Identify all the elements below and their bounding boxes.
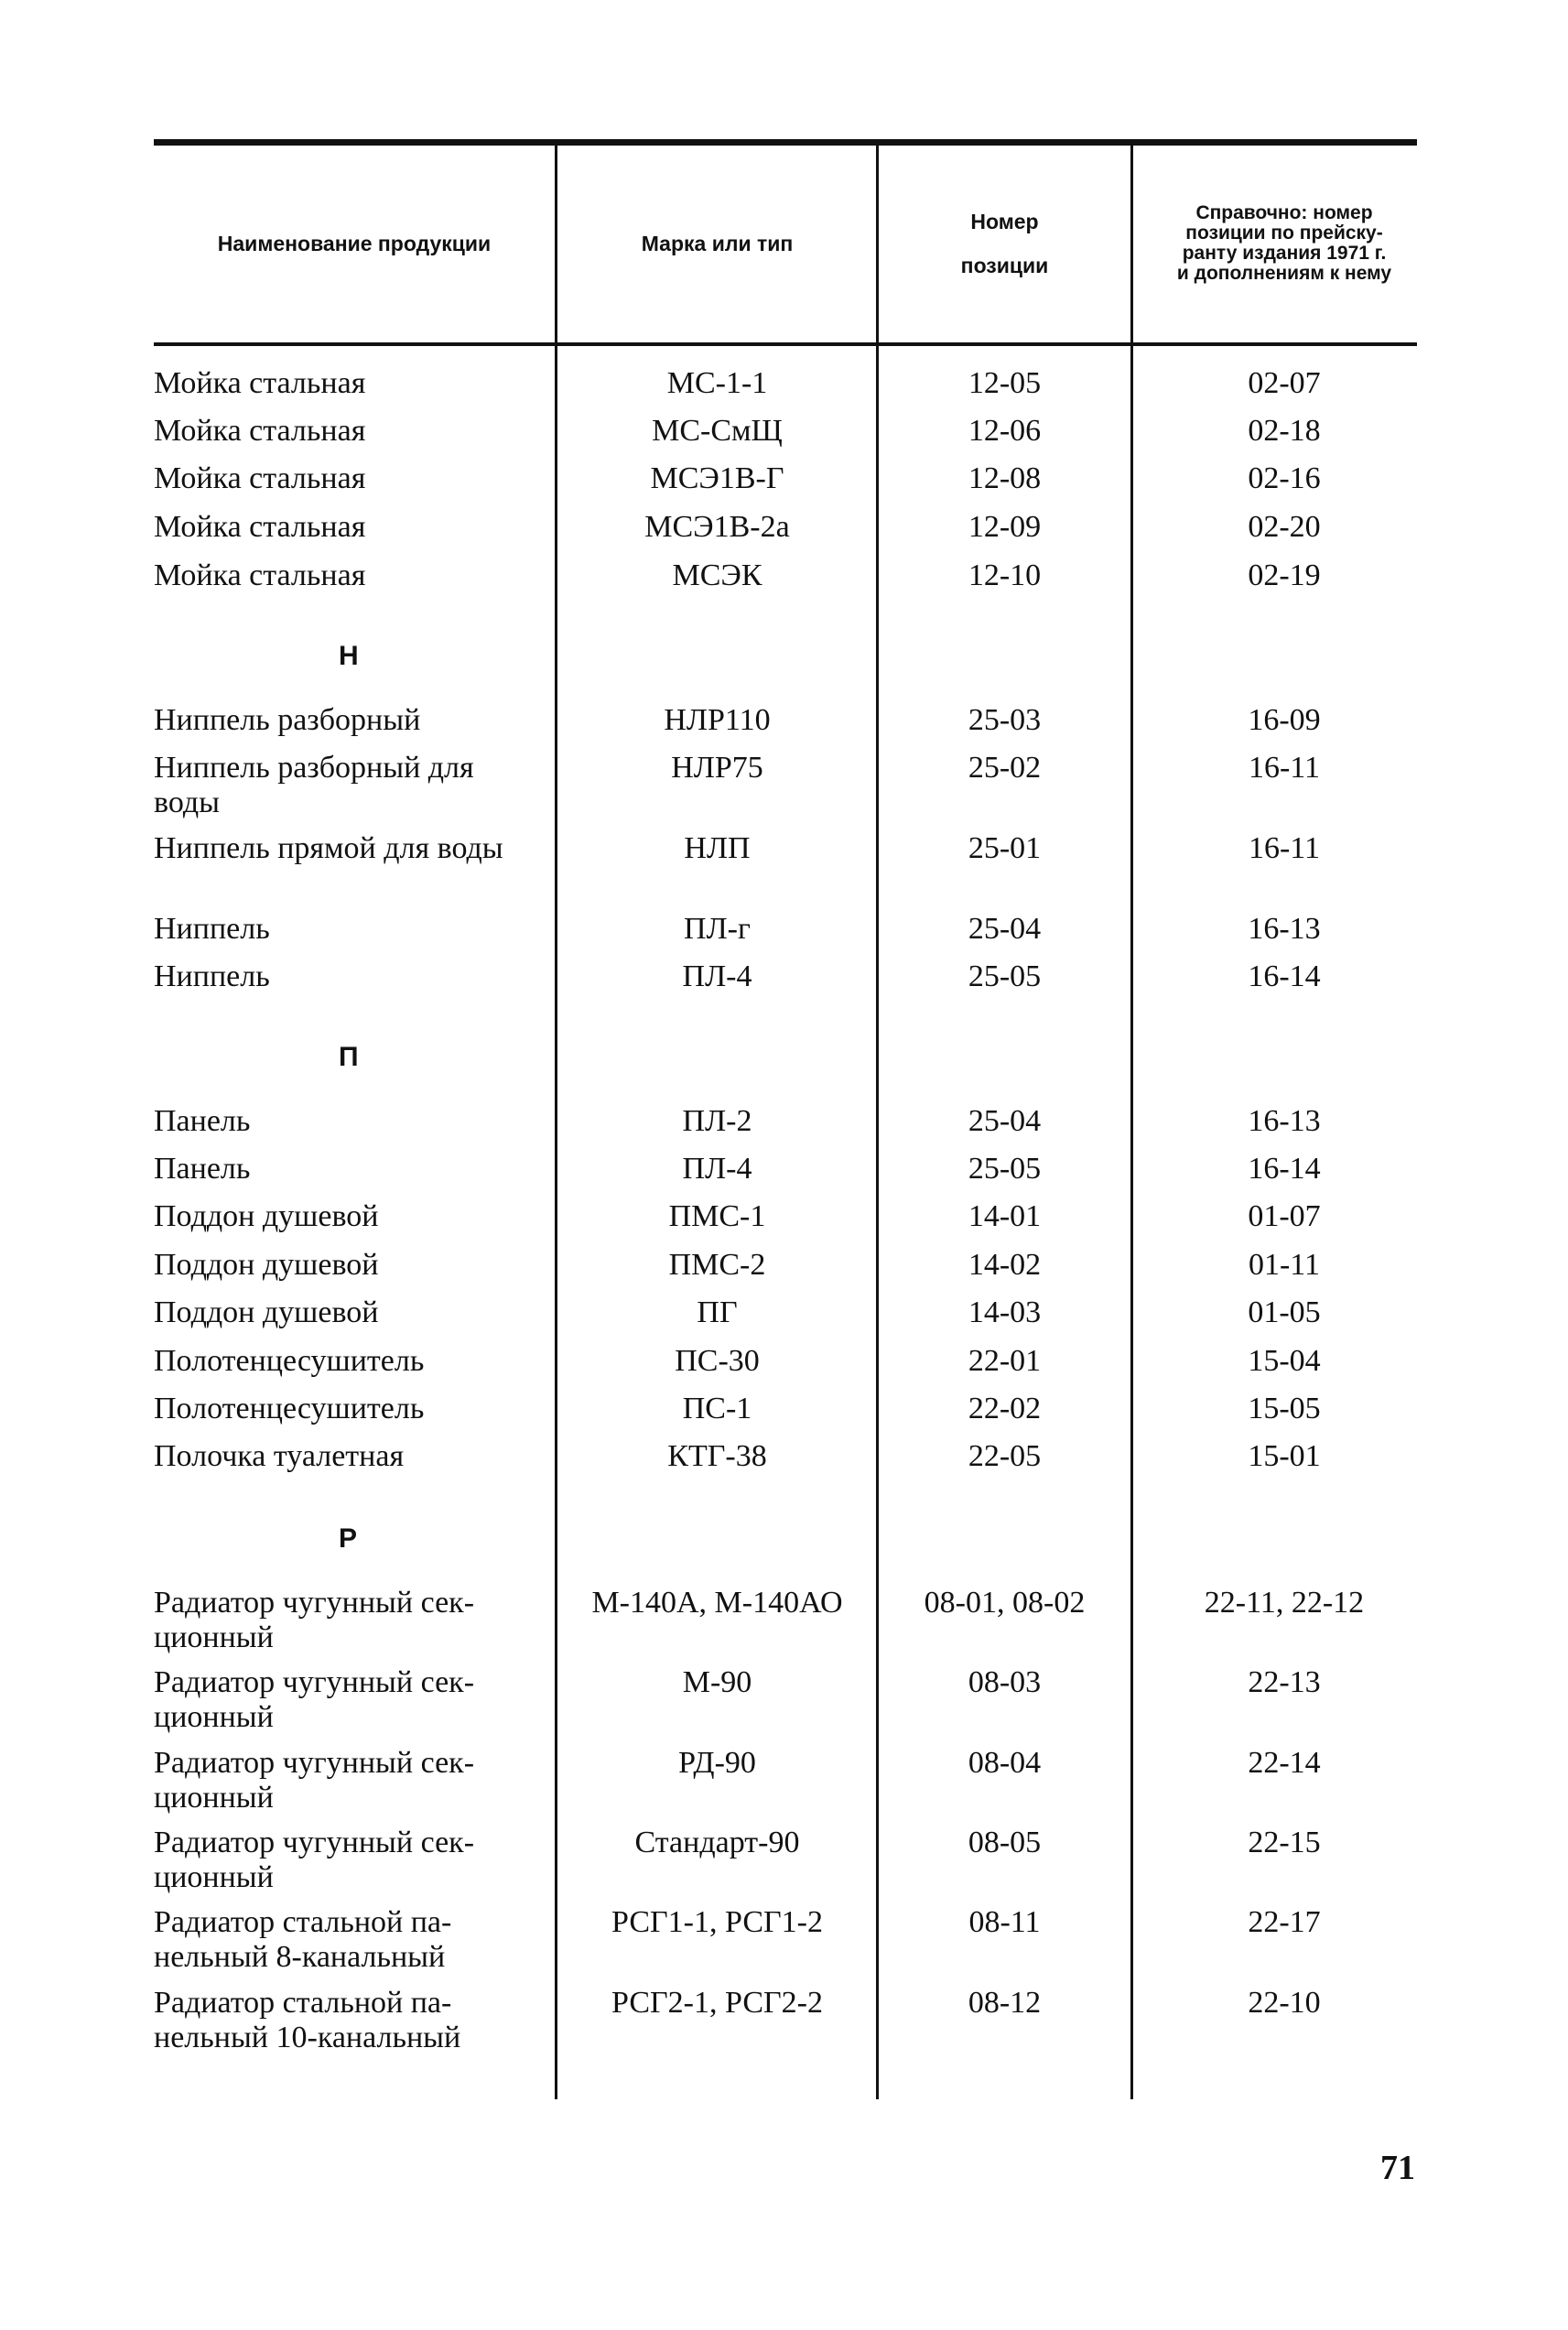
product-name-cell: Радиатор чугунный сек- ционный [154,1586,475,1654]
product-name-cell: Полотенцесушитель [154,1344,425,1378]
table-top-rule [154,139,1417,146]
product-name-cell: Мойка стальная [154,510,366,544]
mark-cell: ПЛ-4 [682,1152,752,1186]
reference-cell: 16-14 [1248,959,1321,993]
product-name-cell: Поддон душевой [154,1295,379,1329]
reference-cell: 22-14 [1248,1746,1321,1780]
mark-cell: НЛР75 [671,751,763,785]
header-position-number: Номер позиции [960,209,1049,277]
mark-cell: МСЭ1В-2а [644,510,790,544]
position-cell: 12-05 [968,366,1042,400]
position-cell: 12-08 [968,461,1042,495]
header-reference-number: Справочно: номер позиции по прейску- ранту издания 1971 г. и дополнениям к нему [1176,201,1392,285]
column-divider-1 [555,143,557,2099]
reference-cell: 16-13 [1248,1104,1321,1138]
mark-cell: РД-90 [678,1746,756,1780]
mark-cell: ПС-30 [675,1344,760,1378]
position-cell: 08-11 [968,1905,1041,1939]
reference-cell: 22-13 [1248,1665,1321,1699]
position-cell: 25-05 [968,959,1042,993]
product-name-cell: Полочка туалетная [154,1439,405,1473]
position-cell: 25-05 [968,1152,1042,1186]
section-letter: Н [339,641,359,671]
reference-cell: 22-17 [1248,1905,1321,1939]
mark-cell: МСЭК [672,558,762,592]
reference-cell: 16-09 [1248,703,1321,737]
reference-cell: 16-11 [1248,831,1321,865]
position-cell: 08-05 [968,1826,1042,1859]
mark-cell: ПМС-2 [668,1248,766,1282]
section-letter: Р [339,1523,358,1554]
reference-cell: 15-01 [1248,1439,1321,1473]
product-name-cell: Ниппель прямой для воды [154,831,503,865]
product-name-cell: Мойка стальная [154,414,366,448]
product-name-cell: Мойка стальная [154,366,366,400]
position-cell: 25-03 [968,703,1042,737]
reference-cell: 16-11 [1248,751,1321,785]
product-name-cell: Поддон душевой [154,1199,379,1233]
mark-cell: МСЭ1В-Г [650,461,784,495]
product-name-cell: Радиатор чугунный сек- ционный [154,1746,475,1815]
reference-cell: 22-10 [1248,1986,1321,2020]
product-name-cell: Панель [154,1152,251,1186]
mark-cell: ПС-1 [682,1392,752,1425]
position-cell: 22-02 [968,1392,1042,1425]
reference-cell: 22-11, 22-12 [1204,1586,1365,1620]
reference-cell: 22-15 [1248,1826,1321,1859]
product-name-cell: Радиатор чугунный сек- ционный [154,1665,475,1734]
reference-cell: 16-14 [1248,1152,1321,1186]
position-cell: 08-04 [968,1746,1042,1780]
reference-cell: 02-18 [1248,414,1321,448]
product-name-cell: Мойка стальная [154,558,366,592]
reference-cell: 01-11 [1248,1248,1321,1282]
product-name-cell: Радиатор стальной па- нельный 10-канальный [154,1986,461,2054]
reference-cell: 16-13 [1248,912,1321,946]
position-cell: 12-06 [968,414,1042,448]
mark-cell: НЛП [684,831,751,865]
mark-cell: ПЛ-2 [682,1104,752,1138]
mark-cell: ПЛ-г [684,912,751,946]
position-cell: 25-04 [968,912,1042,946]
reference-cell: 02-16 [1248,461,1321,495]
mark-cell: ПЛ-4 [682,959,752,993]
product-name-cell: Мойка стальная [154,461,366,495]
reference-cell: 02-07 [1248,366,1321,400]
mark-cell: РСГ1-1, РСГ1-2 [611,1905,823,1939]
reference-cell: 02-19 [1248,558,1321,592]
product-name-cell: Поддон душевой [154,1248,379,1282]
product-name-cell: Ниппель разборный для воды [154,751,474,819]
position-cell: 22-01 [968,1344,1042,1378]
product-name-cell: Ниппель разборный [154,703,421,737]
mark-cell: Стандарт-90 [634,1826,800,1859]
mark-cell: МС-СмЩ [652,414,783,448]
position-cell: 25-02 [968,751,1042,785]
position-cell: 08-01, 08-02 [924,1586,1086,1620]
position-cell: 22-05 [968,1439,1042,1473]
product-name-cell: Панель [154,1104,251,1138]
mark-cell: РСГ2-1, РСГ2-2 [611,1986,823,2020]
position-cell: 25-04 [968,1104,1042,1138]
mark-cell: М-140А, М-140АО [591,1586,843,1620]
position-cell: 14-01 [968,1199,1042,1233]
position-cell: 14-02 [968,1248,1042,1282]
page-number: 71 [1380,2149,1415,2187]
reference-cell: 01-05 [1248,1295,1321,1329]
product-name-cell: Ниппель [154,912,270,946]
mark-cell: НЛР110 [664,703,771,737]
mark-cell: МС-1-1 [666,366,768,400]
product-name-cell: Радиатор стальной па- нельный 8-канальный [154,1905,452,1974]
mark-cell: ПМС-1 [668,1199,766,1233]
header-bottom-rule [154,342,1417,346]
section-letter: П [339,1042,359,1072]
reference-cell: 02-20 [1248,510,1321,544]
mark-cell: М-90 [682,1665,752,1699]
position-cell: 08-03 [968,1665,1042,1699]
position-cell: 14-03 [968,1295,1042,1329]
reference-cell: 01-07 [1248,1199,1321,1233]
position-cell: 12-10 [968,558,1042,592]
product-name-cell: Ниппель [154,959,270,993]
reference-cell: 15-04 [1248,1344,1321,1378]
product-name-cell: Радиатор чугунный сек- ционный [154,1826,475,1894]
header-product-name: Наименование продукции [217,231,492,255]
mark-cell: ПГ [697,1295,738,1329]
reference-cell: 15-05 [1248,1392,1321,1425]
mark-cell: КТГ-38 [667,1439,767,1473]
position-cell: 25-01 [968,831,1042,865]
product-name-cell: Полотенцесушитель [154,1392,425,1425]
position-cell: 12-09 [968,510,1042,544]
position-cell: 08-12 [968,1986,1042,2020]
header-mark-type: Марка или тип [641,231,794,255]
